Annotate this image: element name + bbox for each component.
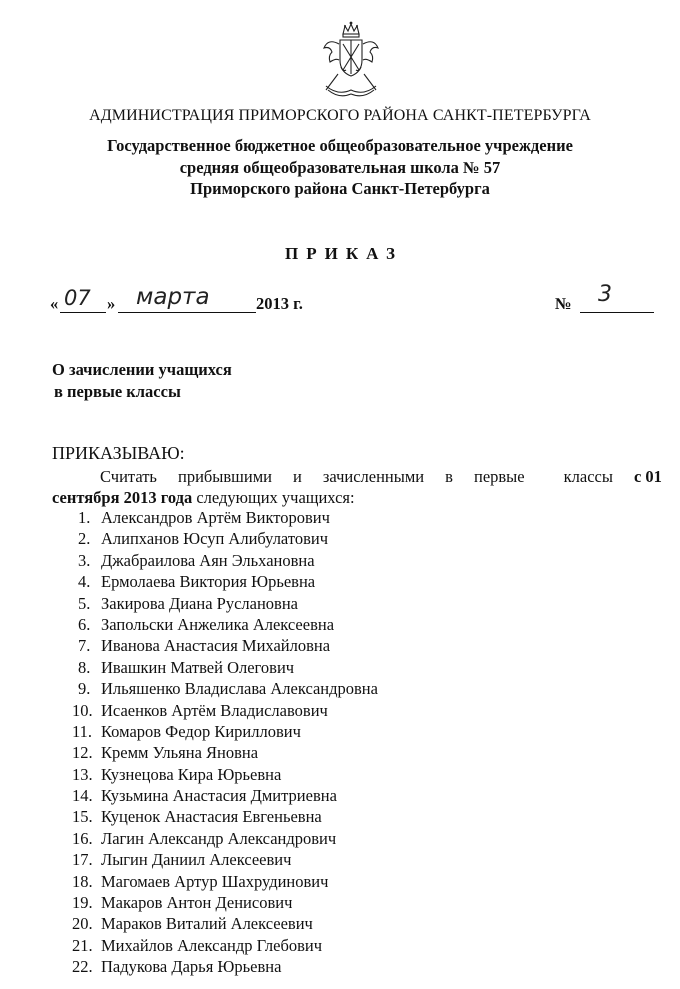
student-number: 9. xyxy=(78,679,91,699)
intro-word: и xyxy=(293,467,302,486)
student-name: Кузнецова Кира Юрьевна xyxy=(101,764,282,784)
day-underline xyxy=(60,312,106,313)
coat-of-arms-emblem xyxy=(318,20,384,100)
order-word: ПРИКАЗЫВАЮ: xyxy=(52,443,185,463)
student-name: Магомаев Артур Шахрудинович xyxy=(101,871,329,891)
intro-word: Считать xyxy=(100,467,157,486)
intro-date-start: с 01 xyxy=(633,467,662,486)
student-name: Лыгин Даниил Алексеевич xyxy=(101,850,292,870)
intro-word: первые xyxy=(473,467,525,486)
student-name: Комаров Федор Кириллович xyxy=(101,721,301,741)
quote-close: » xyxy=(107,294,116,313)
student-name: Запольски Анжелика Алексеевна xyxy=(101,614,335,634)
student-list-item xyxy=(72,806,378,827)
intro-line-1 xyxy=(52,466,662,487)
student-name: Джабраилова Аян Эльхановна xyxy=(101,550,315,570)
student-name: Ивашкин Матвей Олегович xyxy=(101,657,295,677)
order-date-row xyxy=(50,282,655,324)
student-name: Лагин Александр Александрович xyxy=(101,828,337,848)
intro-word: классы xyxy=(563,467,613,486)
student-list-item xyxy=(72,785,378,806)
student-list-item xyxy=(72,892,378,913)
student-number: 2. xyxy=(78,529,91,549)
student-number: 1. xyxy=(78,508,91,527)
student-number: 21. xyxy=(72,935,93,955)
student-name: Ермолаева Виктория Юрьевна xyxy=(101,572,316,592)
student-name: Исаенков Артём Владиславович xyxy=(101,700,328,720)
intro-word: зачисленными xyxy=(322,467,425,486)
date-day: 07 xyxy=(64,286,91,310)
student-name: Михайлов Александр Глебович xyxy=(101,935,323,955)
student-number: 3. xyxy=(78,550,91,570)
student-number: 17. xyxy=(72,850,93,870)
order-subject xyxy=(52,359,232,402)
student-list-item xyxy=(72,550,378,571)
student-list-item xyxy=(72,828,378,849)
student-list-item xyxy=(72,571,378,592)
student-list-item xyxy=(72,721,378,742)
student-number: 18. xyxy=(72,871,93,891)
student-list-item xyxy=(72,507,378,528)
student-name: Макаров Антон Денисович xyxy=(101,893,293,913)
month-underline xyxy=(118,312,256,313)
student-number: 19. xyxy=(72,893,93,913)
student-number: 16. xyxy=(72,828,93,848)
student-number: 20. xyxy=(72,914,93,934)
student-name: Алипханов Юсуп Алибулатович xyxy=(101,529,328,549)
order-number-label: № xyxy=(555,294,572,313)
intro-word: в xyxy=(445,467,453,486)
student-list-item xyxy=(72,635,378,656)
intro-line-2 xyxy=(52,487,662,508)
student-list-item xyxy=(72,528,378,549)
student-list-item xyxy=(72,913,378,934)
student-list-item xyxy=(72,700,378,721)
subject-line: О зачислении учащихся xyxy=(52,360,232,379)
student-name: Александров Артём Викторович xyxy=(101,508,330,527)
student-number: 10. xyxy=(72,700,93,720)
student-list-item xyxy=(72,764,378,785)
student-list-item xyxy=(72,956,378,977)
school-name-line: Приморского района Санкт-Петербурга xyxy=(190,179,490,198)
intro-line-2-text: следующих учащихся: xyxy=(192,488,355,507)
student-number: 6. xyxy=(78,614,91,634)
student-name: Ильяшенко Владислава Александровна xyxy=(101,679,378,699)
administration-title: АДМИНИСТРАЦИЯ ПРИМОРСКОГО РАЙОНА САНКТ-ПЕТЕРБУРГА xyxy=(89,107,591,124)
student-number: 13. xyxy=(72,764,93,784)
student-name: Иванова Анастасия Михайловна xyxy=(101,636,331,656)
student-name: Кремм Ульяна Яновна xyxy=(101,743,259,763)
student-number: 14. xyxy=(72,786,93,806)
document-title: ПРИКАЗ xyxy=(285,244,403,263)
student-name: Куценок Анастасия Евгеньевна xyxy=(101,807,322,827)
student-list-item xyxy=(72,657,378,678)
school-name-line: средняя общеобразовательная школа № 57 xyxy=(179,157,501,177)
student-name: Кузьмина Анастасия Дмитриевна xyxy=(101,786,337,806)
student-number: 8. xyxy=(78,657,91,677)
school-name xyxy=(0,135,680,200)
intro-date-rest: сентября 2013 года xyxy=(52,488,193,507)
number-underline xyxy=(580,312,654,313)
order-intro xyxy=(52,466,662,508)
student-number: 5. xyxy=(78,593,91,613)
quote-open: « xyxy=(50,294,59,313)
order-number: 3 xyxy=(598,282,612,307)
intro-word: прибывшими xyxy=(178,467,272,486)
student-number: 7. xyxy=(78,636,91,656)
student-name: Падукова Дарья Юрьевна xyxy=(101,957,282,977)
student-list-item xyxy=(72,871,378,892)
date-month: марта xyxy=(136,284,210,310)
student-list xyxy=(72,507,378,978)
student-list-item xyxy=(72,614,378,635)
student-name: Закирова Диана Руслановна xyxy=(101,593,298,613)
student-list-item xyxy=(72,935,378,956)
student-list-item xyxy=(72,593,378,614)
student-number: 12. xyxy=(72,743,93,763)
student-number: 15. xyxy=(72,807,93,827)
student-name: Мараков Виталий Алексеевич xyxy=(101,914,313,934)
student-list-item xyxy=(72,742,378,763)
subject-line: в первые классы xyxy=(54,381,181,401)
student-number: 4. xyxy=(78,572,91,592)
student-number: 11. xyxy=(72,721,93,741)
date-year: 2013 г. xyxy=(256,294,303,313)
student-list-item xyxy=(72,849,378,870)
school-name-line: Государственное бюджетное общеобразовательное учреждение xyxy=(107,136,573,155)
student-list-item xyxy=(72,678,378,699)
student-number: 22. xyxy=(72,957,93,977)
